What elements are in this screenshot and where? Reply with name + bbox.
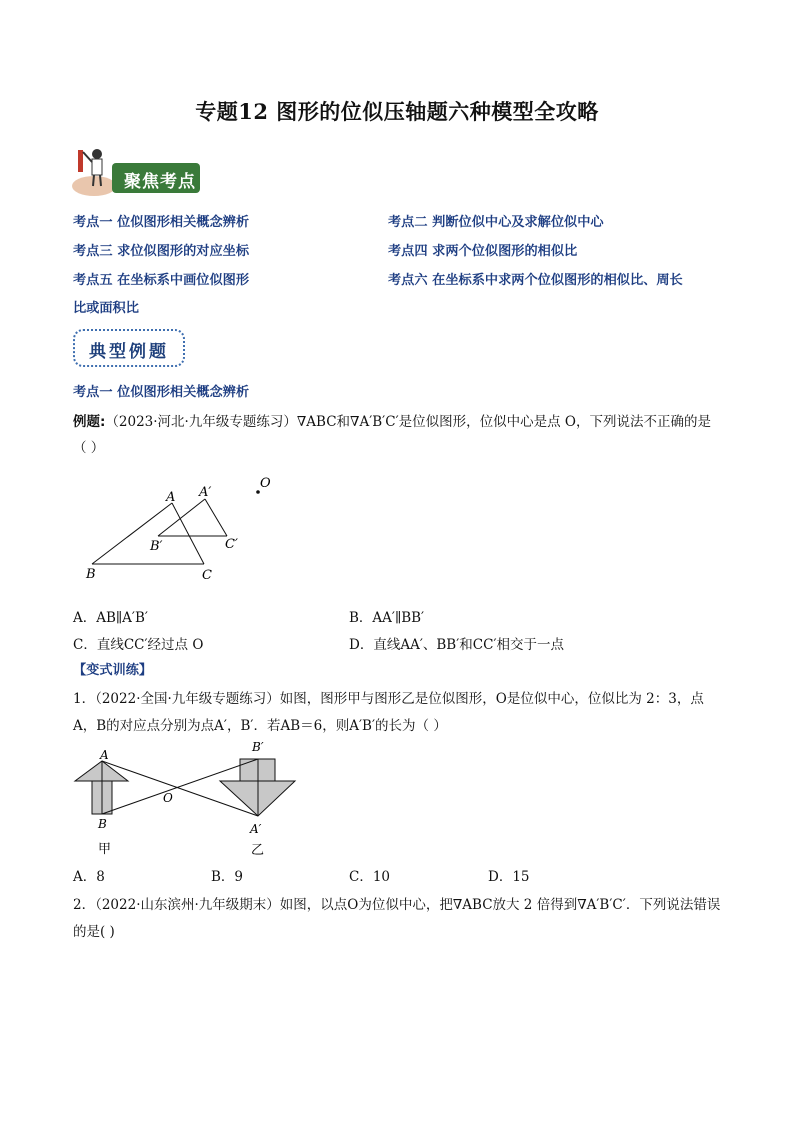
topic-link-6[interactable]: 考点六 在坐标系中求两个位似图形的相似比、周长 xyxy=(388,273,683,288)
example-option-b[interactable]: B．AA′∥BB′ xyxy=(349,610,425,626)
q1-text-line1: 1．（2022·全国·九年级专题练习）如图，图形甲与图形乙是位似图形，O是位似中心，位似比为 2：3，点 xyxy=(73,691,704,707)
example-option-a[interactable]: A．AB∥A′B′ xyxy=(73,610,148,626)
q1-label-A: A xyxy=(100,748,109,762)
topic-link-6-continued[interactable]: 比或面积比 xyxy=(73,301,139,316)
example-option-c[interactable]: C．直线CC′经过点 O xyxy=(73,637,204,653)
q1-option-c[interactable]: C．10 xyxy=(349,869,391,885)
focus-badge: 聚焦考点 xyxy=(112,163,200,193)
q1-label-yi: 乙 xyxy=(251,843,265,858)
q1-option-d[interactable]: D．15 xyxy=(488,869,530,885)
label-B: B xyxy=(86,567,96,582)
section-heading: 考点一 位似图形相关概念辨析 xyxy=(73,385,250,400)
label-A-prime: A′ xyxy=(199,485,212,500)
q1-text-line2: A，B的对应点分别为点A′，B′．若AB＝6，则A′B′的长为（ ） xyxy=(73,718,447,734)
label-C-prime: C′ xyxy=(225,537,238,552)
example-question: 例题:（2023·河北·九年级专题练习）∇ABC和∇A′B′C′是位似图形，位似中心是点 O，下列说法不正确的是 xyxy=(73,414,712,430)
label-A: A xyxy=(166,490,176,505)
q1-figure xyxy=(70,736,310,858)
topic-link-5[interactable]: 考点五 在坐标系中画位似图形 xyxy=(73,273,250,288)
topic-link-1[interactable]: 考点一 位似图形相关概念辨析 xyxy=(73,215,250,230)
q1-option-b[interactable]: B．9 xyxy=(211,869,244,885)
example-badge: 典型例题 xyxy=(73,329,185,367)
label-C: C xyxy=(202,568,212,583)
q1-label-A-prime: A′ xyxy=(250,822,262,836)
label-B-prime: B′ xyxy=(150,539,163,554)
label-O: O xyxy=(260,476,271,491)
example-option-d[interactable]: D．直线AA′、BB′和CC′相交于一点 xyxy=(349,637,565,653)
q1-option-a[interactable]: A．8 xyxy=(73,869,105,885)
topic-link-4[interactable]: 考点四 求两个位似图形的相似比 xyxy=(388,244,578,259)
topic-link-3[interactable]: 考点三 求位似图形的对应坐标 xyxy=(73,244,250,259)
example-answer-blank: （ ） xyxy=(73,440,105,456)
q1-label-B: B xyxy=(98,817,107,831)
example-figure xyxy=(80,470,290,585)
topic-link-2[interactable]: 考点二 判断位似中心及求解位似中心 xyxy=(388,215,604,230)
q2-text-line1: 2．（2022·山东滨州·九年级期末）如图，以点O为位似中心，把∇ABC放大 2 倍得到∇A′B′C′．下列说法错误 xyxy=(73,897,721,913)
variant-heading: 【变式训练】 xyxy=(73,663,153,678)
q1-label-O: O xyxy=(163,791,173,805)
q1-label-B-prime: B′ xyxy=(252,740,264,754)
q2-text-line2: 的是( ) xyxy=(73,924,115,940)
q1-label-jia: 甲 xyxy=(98,842,112,857)
page-title: 专题12 图形的位似压轴题六种模型全攻略 xyxy=(195,99,599,124)
